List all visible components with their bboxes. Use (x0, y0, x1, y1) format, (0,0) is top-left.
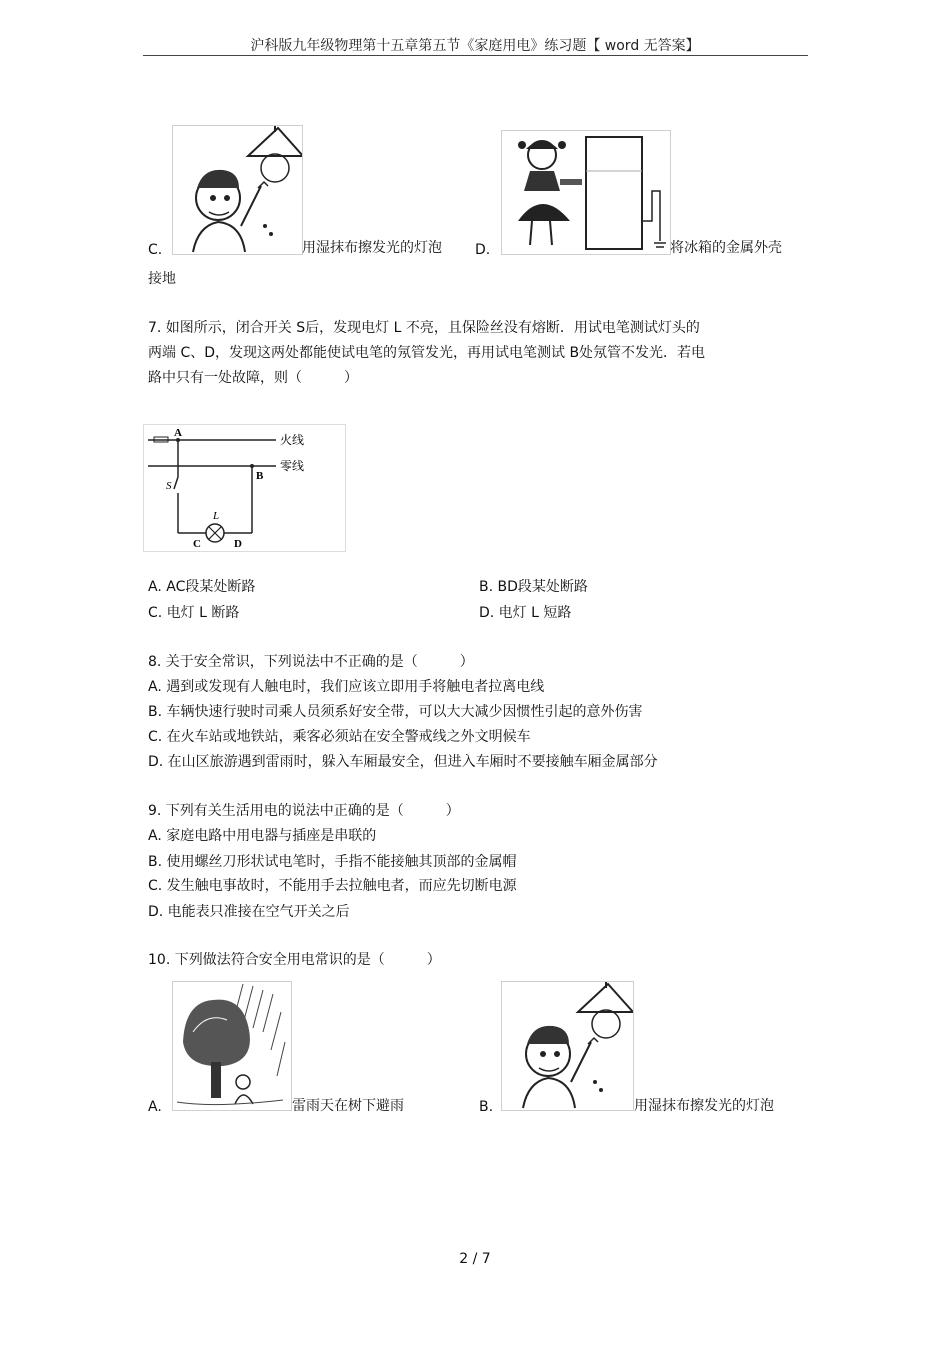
q9-option-d: D. 电能表只准接在空气开关之后 (148, 904, 350, 920)
q9-option-b: B. 使用螺丝刀形状试电笔时，手指不能接触其顶部的金属帽 (148, 854, 517, 870)
q7-stem-line1: 7. 如图所示，闭合开关 S后，发现电灯 L 不亮，且保险丝没有熔断．用试电笔测试灯头的 (148, 320, 700, 336)
q6-option-c-text: 用湿抹布擦发光的灯泡 (302, 240, 442, 256)
q10-option-b-illustration (501, 981, 634, 1111)
page-header-title: 沪科版九年级物理第十五章第五节《家庭用电》练习题【 word 无答案】 (250, 38, 700, 54)
q10-option-b-label: B. (479, 1099, 494, 1115)
q6-option-d-illustration (501, 130, 671, 255)
q8-option-b: B. 车辆快速行驶时司乘人员须系好安全带，可以大大减少因惯性引起的意外伤害 (148, 704, 643, 720)
q7-stem-line2: 两端 C、D，发现这两处都能使试电笔的氖管发光，再用试电笔测试 B处氖管不发光．若电 (148, 345, 706, 361)
q7-label-s: S (166, 480, 172, 492)
q7-label-b: B (256, 470, 264, 482)
q10-option-b-text: 用湿抹布擦发光的灯泡 (634, 1098, 774, 1114)
q10-stem: 10. 下列做法符合安全用电常识的是（ ） (148, 952, 441, 968)
q8-option-a: A. 遇到或发现有人触电时，我们应该立即用手将触电者拉离电线 (148, 679, 545, 695)
q7-label-a: A (174, 427, 182, 439)
q7-neutral-wire-label: 零线 (280, 459, 305, 473)
q7-label-l: L (213, 510, 220, 522)
q7-option-c: C. 电灯 L 断路 (148, 605, 240, 621)
q7-live-wire-label: 火线 (280, 433, 305, 447)
q7-option-b: B. BD段某处断路 (479, 579, 588, 595)
q7-label-d: D (234, 538, 242, 550)
q9-option-c: C. 发生触电事故时，不能用手去拉触电者，而应先切断电源 (148, 878, 517, 894)
q6-option-d-text: 将冰箱的金属外壳 (670, 240, 782, 256)
q10-option-a-illustration (172, 981, 292, 1111)
q6-option-c-illustration (172, 125, 303, 255)
q9-option-a: A. 家庭电路中用电器与插座是串联的 (148, 828, 377, 844)
header-rule (143, 55, 808, 56)
q6-option-d-text-continued: 接地 (148, 271, 176, 287)
q10-option-a-label: A. (148, 1099, 162, 1115)
q7-stem-line3: 路中只有一处故障，则（ ） (148, 370, 358, 386)
q7-option-d: D. 电灯 L 短路 (479, 605, 572, 621)
q8-option-c: C. 在火车站或地铁站，乘客必须站在安全警戒线之外文明候车 (148, 729, 531, 745)
q6-option-d-label: D. (475, 242, 491, 258)
q9-stem: 9. 下列有关生活用电的说法中正确的是（ ） (148, 803, 460, 819)
q10-option-a-text: 雷雨天在树下避雨 (292, 1098, 404, 1114)
q7-option-a: A. AC段某处断路 (148, 579, 256, 595)
q8-stem: 8. 关于安全常识，下列说法中不正确的是（ ） (148, 654, 474, 670)
q7-label-c: C (193, 538, 201, 550)
q7-circuit-diagram (143, 424, 346, 552)
q6-option-c-label: C. (148, 242, 163, 258)
q8-option-d: D. 在山区旅游遇到雷雨时，躲入车厢最安全，但进入车厢时不要接触车厢金属部分 (148, 754, 658, 770)
page-number: 2 / 7 (459, 1251, 491, 1267)
